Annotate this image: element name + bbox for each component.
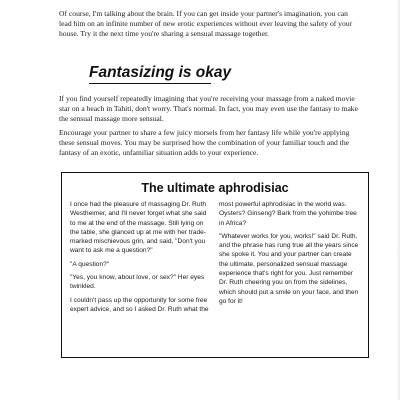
intro-paragraph: Of course, I'm talking about the brain. If you can get inside your partner's imagination, you can lead him on an infinite number of new erotic experiences without ever leaving the safety of your house. Try it the next time you're sharing a sensual massage together. — [59, 9, 353, 39]
sidebar-left-paragraph-2: "A question?" — [70, 260, 110, 268]
section-paragraph-2: Encourage your partner to share a few juicy morsels from her fantasy life while you're applying these sensual moves. You may be surprised how the combination of your familiar touch and the fantasy of an exotic, unfamiliar situation adds to your experience. — [59, 128, 350, 158]
sidebar-title: The ultimate aphrodisiac — [141, 181, 289, 195]
sidebar-right-paragraph-1: most powerful aphrodisiac in the world was. Oysters? Ginseng? Bark from the yohimbe tree in Africa? — [219, 201, 357, 227]
sidebar-right-paragraph-2: "Whatever works for you, works!" said Dr. Ruth, and the phrase has rung true all the years since she spoke it. You and your partner can create the ultimate, personalized sensual massage experience that's right for you. Just remember Dr. Ruth cheering you on from the sidelines, which should put a smile on your face, and then go for it! — [219, 232, 359, 305]
sidebar-column-left — [70, 200, 212, 318]
section-heading: Fantasizing is okay — [89, 64, 232, 81]
sidebar-column-right — [219, 200, 361, 310]
section-paragraph-1: If you find yourself repeatedly imagining that you're receiving your massage from a naked movie star on a beach in Tahiti, don't worry. That's normal. In fact, you may even use the fantasy to make the sensual massage more sensual. — [59, 94, 358, 124]
sidebar-left-paragraph-4: I couldn't pass up the opportunity for some free expert advice, and so I asked Dr. Ruth what the — [70, 296, 209, 313]
sidebar-left-paragraph-3: "Yes, you know, about love, or sex?" Her eyes twinkled. — [70, 274, 205, 291]
sidebar-box — [61, 172, 369, 358]
sidebar-left-paragraph-1: I once had the pleasure of massaging Dr. Ruth Westheimer, and I'll never forget what she said to me at the end of the massage. Still lying on the table, she glanced up at me with her trade-marked mischievous grin, and said, "Don't you want to ask me a question?" — [70, 201, 207, 255]
heading-underline — [89, 83, 211, 84]
page-edge-shadow — [396, 0, 400, 400]
